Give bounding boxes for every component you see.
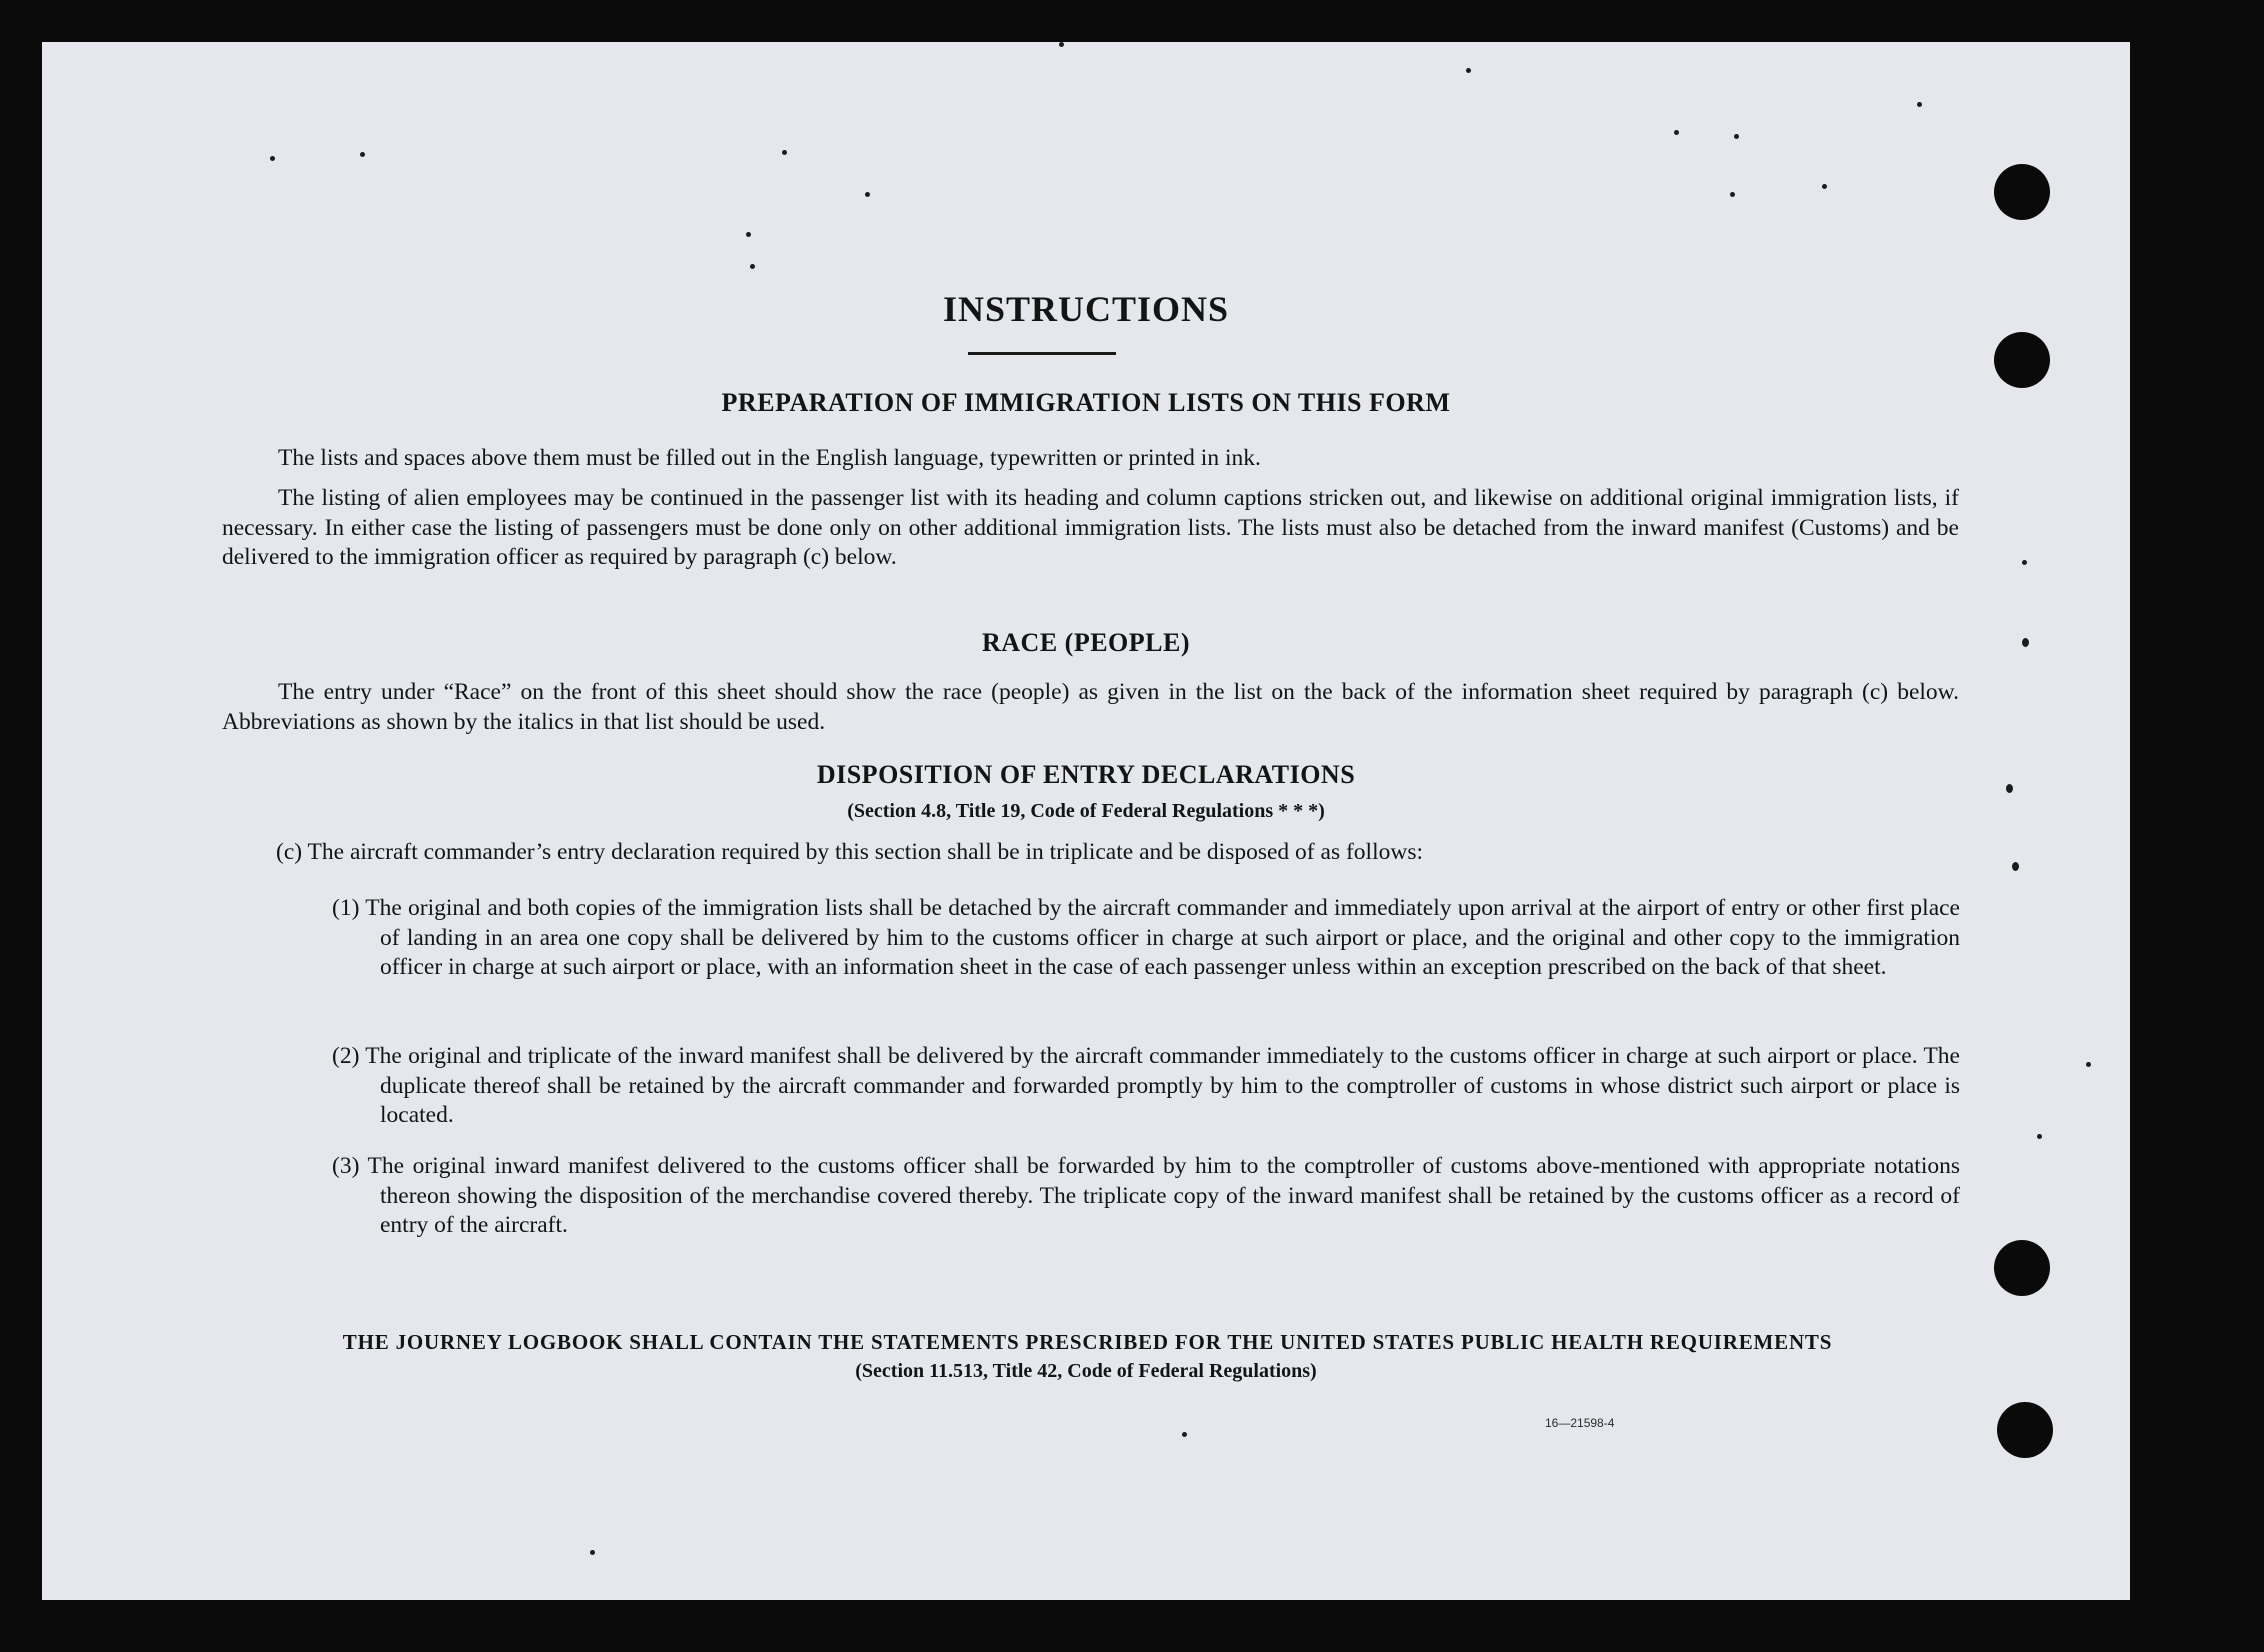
scan-speck	[782, 150, 787, 155]
disposition-item-1: (1) The original and both copies of the immigration lists shall be detached by the aircraft commander and immediately upon arrival at the airport of entry or other first place of landing in an area one copy shall be delivered by him to the customs officer in charge at such airport or place, and the original and other copy to the immigration officer in charge at such airport or place, with an information sheet in the case of each passenger unless within an exception prescribed on the back of that sheet.	[332, 895, 1960, 980]
race-paragraph: The entry under “Race” on the front of this sheet should show the race (people) as given in the list on the back of the information sheet required by paragraph (c) below. Abbreviations as shown by the italics in that list should be used.	[222, 679, 1959, 735]
form-number: 16—21598-4	[1545, 1416, 1615, 1430]
scan-speck	[1917, 102, 1922, 107]
disposition-item-2: (2) The original and triplicate of the inward manifest shall be delivered by the aircraft commander immediately to the customs officer in charge at such airport or place. The duplicate thereof shall be retained by the aircraft commander and forwarded promptly by him to the comptroller of customs in whose district such airport or place is located.	[332, 1043, 1960, 1128]
scan-speck	[1182, 1432, 1187, 1437]
disposition-citation: (Section 4.8, Title 19, Code of Federal Regulations * * *)	[847, 800, 1325, 822]
scan-speck	[2037, 1134, 2042, 1139]
scan-speck	[746, 232, 751, 237]
title-underline	[968, 352, 1116, 355]
document-page	[42, 42, 2130, 1600]
scan-speck	[1466, 68, 1471, 73]
footer-statement: THE JOURNEY LOGBOOK SHALL CONTAIN THE STATEMENTS PRESCRIBED FOR THE UNITED STATES PUBLIC HEALTH REQUIREMENTS	[342, 1330, 1833, 1354]
section-heading-disposition: DISPOSITION OF ENTRY DECLARATIONS	[816, 760, 1356, 789]
scan-speck	[865, 192, 870, 197]
disposition-intro: (c) The aircraft commander’s entry declaration required by this section shall be in triplicate and be disposed of as follows:	[276, 839, 1423, 865]
scan-speck	[360, 152, 365, 157]
punch-hole	[1997, 1402, 2053, 1458]
preparation-paragraph-1: The lists and spaces above them must be filled out in the English language, typewritten or printed in ink.	[278, 445, 1261, 471]
punch-hole	[1994, 1240, 2050, 1296]
scan-speck	[270, 156, 275, 161]
scan-speck	[590, 1550, 595, 1555]
scan-speck	[1730, 192, 1735, 197]
section-heading-race: RACE (PEOPLE)	[982, 628, 1190, 657]
scan-speck	[750, 264, 755, 269]
punch-hole	[1994, 332, 2050, 388]
disposition-item-3: (3) The original inward manifest delivered to the customs officer shall be forwarded by him to the comptroller of customs above-mentioned with appropriate notations thereon showing the disposition of the merchandise covered thereby. The triplicate copy of the inward manifest shall be retained by the customs officer as a record of entry of the aircraft.	[332, 1153, 1960, 1238]
scan-speck	[1059, 42, 1064, 47]
scan-speck	[1674, 130, 1679, 135]
scan-speck	[2086, 1062, 2091, 1067]
page-title: INSTRUCTIONS	[942, 289, 1230, 329]
scan-speck	[2012, 862, 2019, 871]
scan-speck	[1822, 184, 1827, 189]
preparation-paragraph-2: The listing of alien employees may be continued in the passenger list with its heading and column captions stricken out, and likewise on additional original immigration lists, if necessary. In either case the listing of passengers must be done only on other additional immigration lists. The lists must also be detached from the inward manifest (Customs) and be delivered to the immigration officer as required by paragraph (c) below.	[222, 485, 1959, 570]
scan-speck	[2022, 560, 2027, 565]
section-heading-preparation: PREPARATION OF IMMIGRATION LISTS ON THIS FORM	[721, 388, 1451, 417]
scan-speck	[1734, 134, 1739, 139]
punch-hole	[1994, 164, 2050, 220]
footer-citation: (Section 11.513, Title 42, Code of Federal Regulations)	[855, 1360, 1317, 1382]
